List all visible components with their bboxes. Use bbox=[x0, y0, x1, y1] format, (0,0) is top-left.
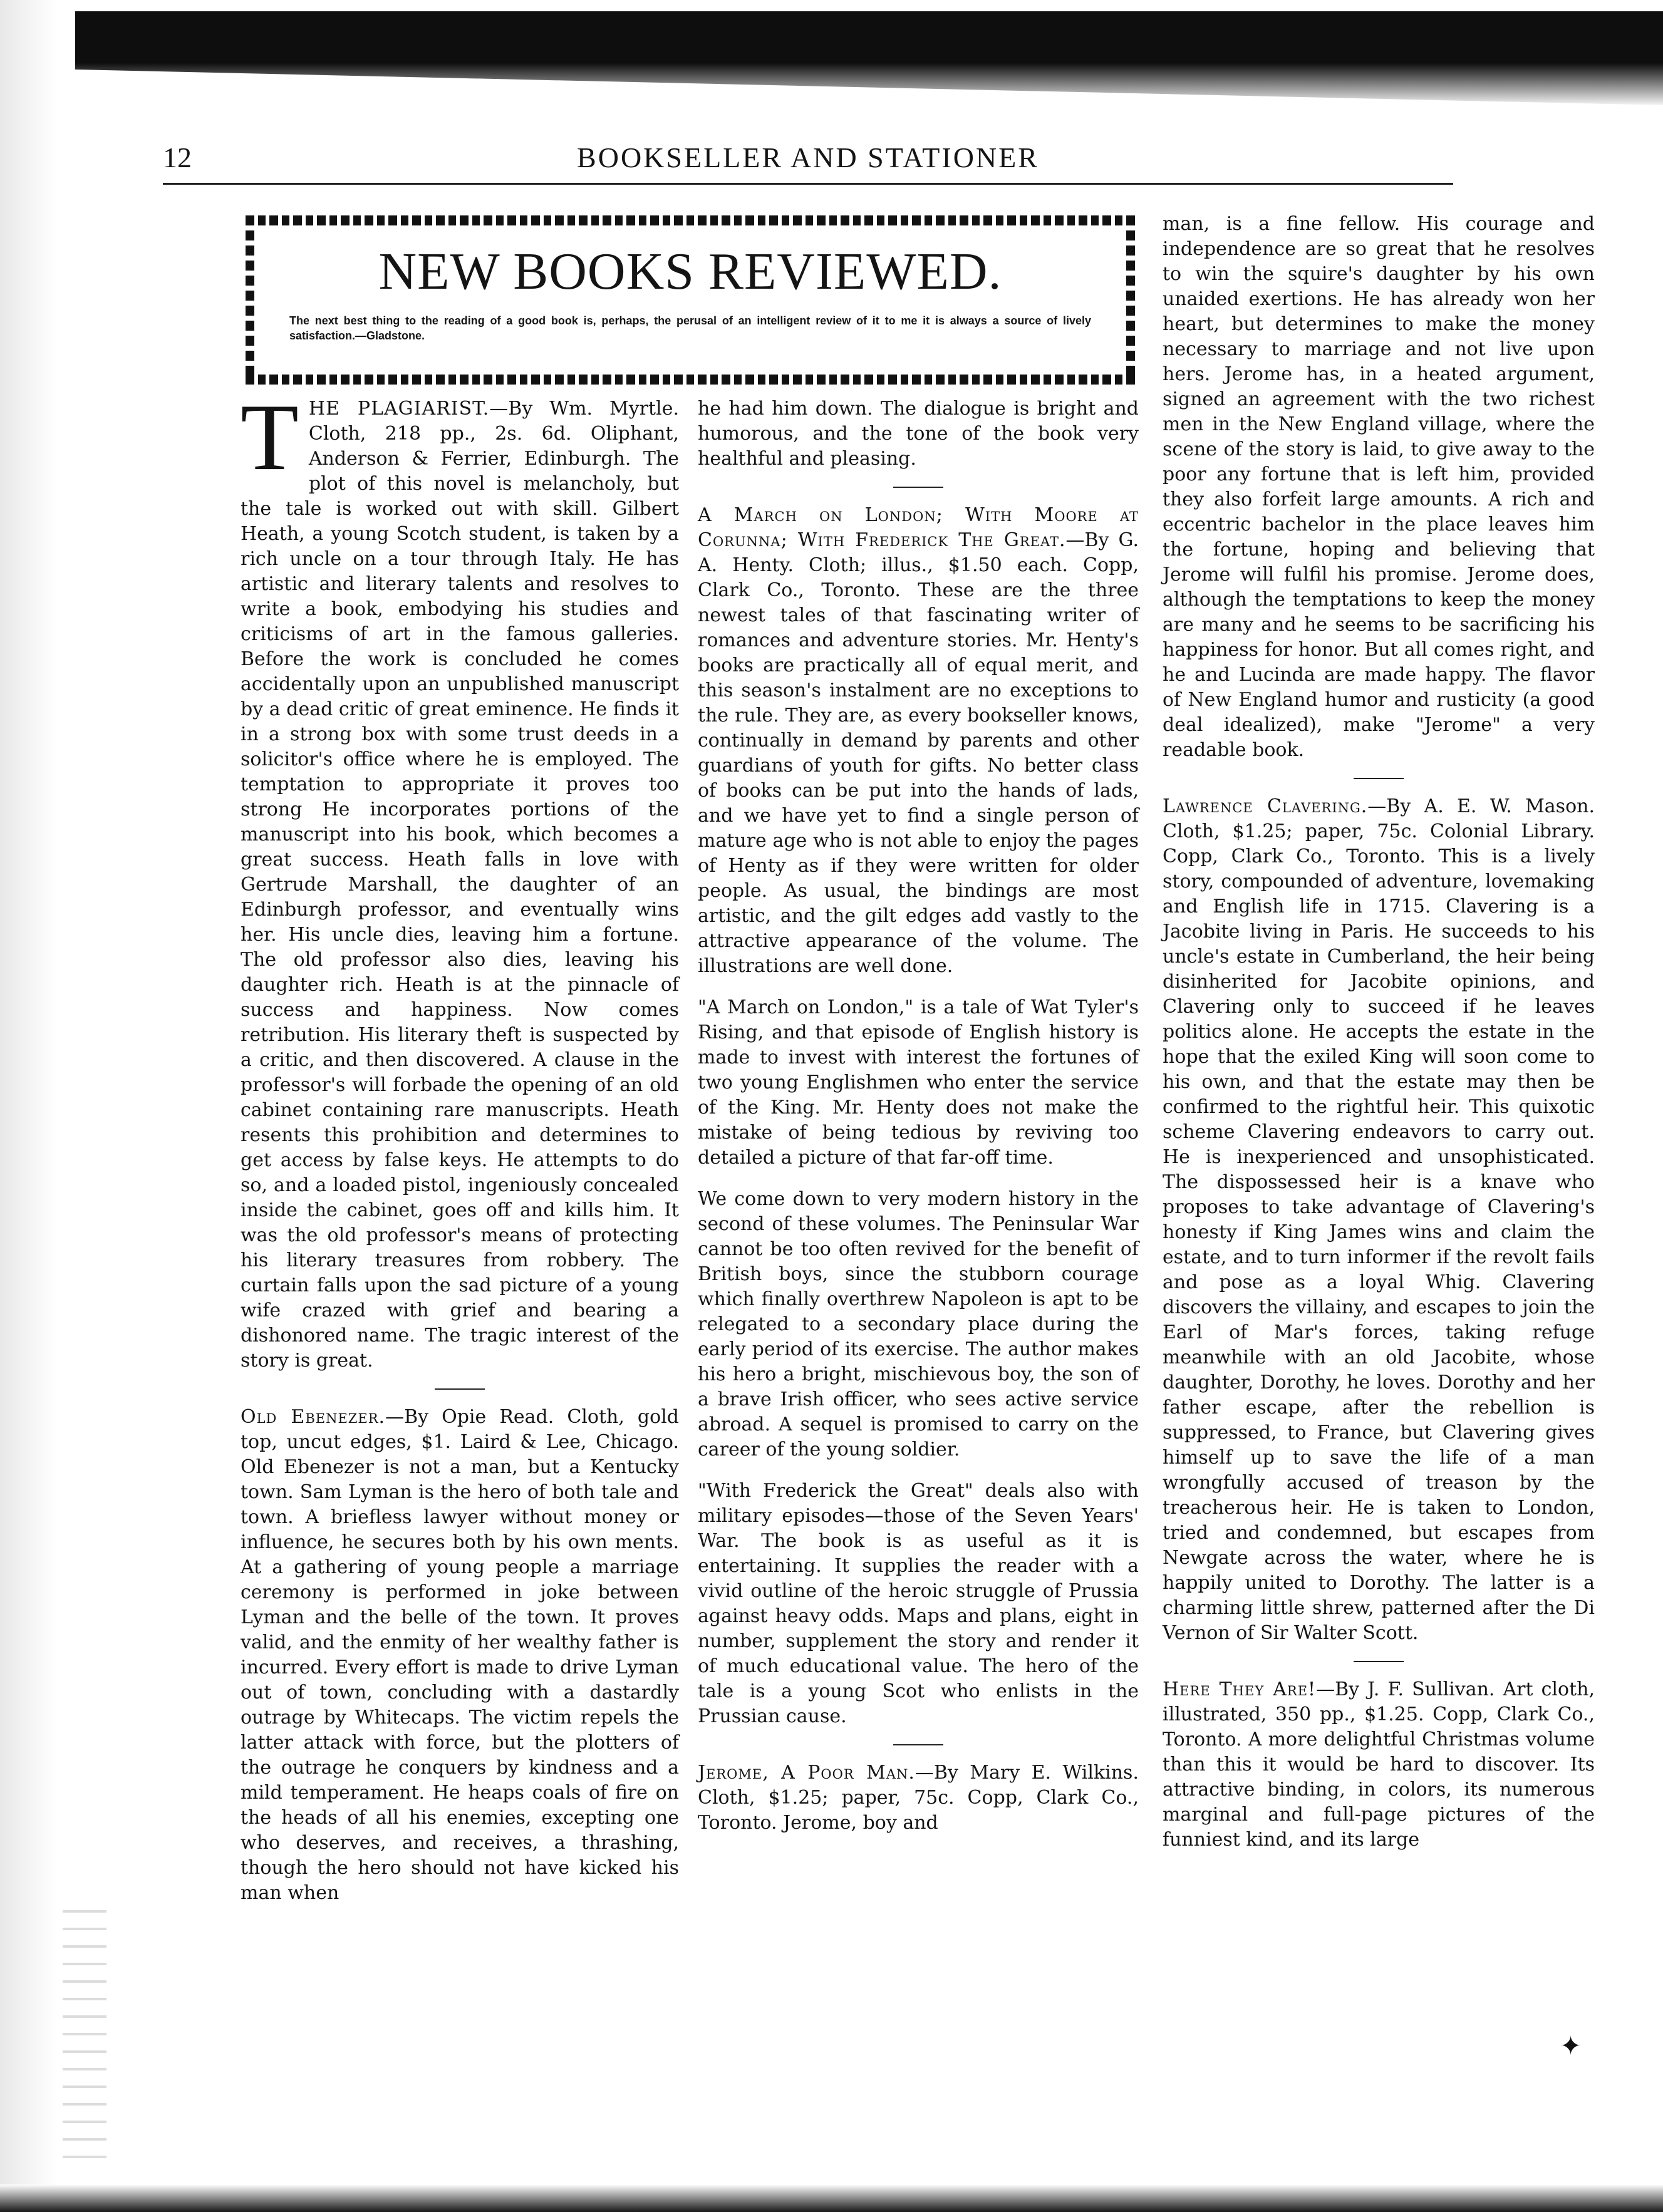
section-rule bbox=[1354, 778, 1404, 779]
banner-border-bottom bbox=[246, 375, 1135, 385]
review-body: The plot of this novel is melancholy, but the tale is worked out with skill. Gilbert Heath, a young Scotch student, is taken by a rich uncle on a tour through Italy. He has artistic and literary talents and resolves to write a book, embodying his studies and criticisms of art in the famous galleries. Before the work is concluded he comes accidentally upon an unpublished manuscript by a dead critic of great eminence. He finds it in a strong box with some trust deeds in a solicitor's office where he is employed. The temptation to appropriate it proves too strong He incorporates portions of the manuscript into his book, which becomes a great success. Heath falls in love with Gertrude Marshall, the daughter of an Edinburgh professor, and eventually wins her. His uncle dies, leaving him a fortune. The old professor also dies, leaving his daughter rich. Heath is at the pinnacle of success and happiness. Now comes retribution. His literary theft is suspected by a critic, and then discovered. A clause in the professor's will forbade the opening of an old cabinet containing rare manuscripts. Heath resents this prohibition and determines to get access by false keys. He attempts to do so, and a loaded pistol, ingeniously concealed inside the cabinet, goes off and kills him. It was the old professor's means of protecting his literary treasures from robbery. The curtain falls upon the sad picture of a young wife crazed with grief and bearing a dishonored name. The tragic interest of the story is great. bbox=[241, 448, 679, 1372]
column-right bbox=[1163, 212, 1595, 1853]
scan-margin-noise bbox=[63, 1910, 106, 2173]
journal-title: BOOKSELLER AND STATIONER bbox=[577, 142, 1039, 173]
column-left bbox=[241, 385, 679, 1906]
review-meta: —By Wm. Myrtle. Cloth, 218 pp., 2s. 6d. Oliphant, Anderson & Ferrier, Edinburgh. bbox=[308, 398, 679, 470]
review-meta: —By J. F. Sullivan. Art cloth, illustrated, 350 pp., $1.25. Copp, Clark Co., Toronto. bbox=[1163, 1678, 1595, 1750]
review-meta: —By G. A. Henty. Cloth; illus., $1.50 each. Copp, Clark Co., Toronto. bbox=[698, 529, 1139, 601]
review-body: A more delightful Christmas volume than this it would be hard to discover. Its attractive binding, in colors, its numerous marginal and full-page pictures of the funniest kind, and its large bbox=[1163, 1729, 1595, 1851]
review-old-ebenezer bbox=[241, 1405, 679, 1906]
review-paragraph: We come down to very modern history in the second of these volumes. The Peninsular War cannot be too often revived for the benefit of British boys, since the stubborn courage which finally overthrew Napoleon is apt to be relegated to a secondary place during the early period of its exercise. The author makes his hero a bright, mischievous boy, the son of a brave Irish officer, who sees active service abroad. A sequel is promised to carry on the career of the young soldier. bbox=[698, 1188, 1139, 1460]
review-henty bbox=[698, 503, 1139, 979]
review-title: Here They Are! bbox=[1163, 1678, 1317, 1700]
banner-title: NEW BOOKS REVIEWED. bbox=[378, 242, 1002, 301]
review-title: HE PLAGIARIST. bbox=[308, 398, 490, 420]
review-body: This is a lively story, compounded of adventure, lovemaking and English life in 1715. Clavering is a Jacobite living in Paris. He succeeds to his uncle's estate in Cumberland, the heir being disinherited for Jacobite opinions, and Clavering only to succeed if he leaves politics alone. He accepts the estate in the hope that the exiled King will soon come to his own, and that the estate may then be confirmed to the rightful heir. This quixotic scheme Clavering endeavors to carry out. He is inexperienced and unsophisticated. The dispossessed heir is a knave who proposes to take advantage of Clavering's honesty if King James wins and claim the estate, and to turn informer if the revolt fails and pose as a loyal Whig. Clavering discovers the villainy, and escapes to join the Earl of Mar's forces, taking refuge meanwhile with an old Jacobite, whose daughter, Dorothy, he loves. Dorothy and her father escape, after the rebellion is suppressed, to France, but Clavering gives himself up to save the life of a man wrongfully accused of treason by the treacherous heir. He is taken to London, tried and condemned, but escapes from Newgate across the water, where he is happily united to Dorothy. The latter is a charming little shrew, patterned after the Di Vernon of Sir Walter Scott. bbox=[1163, 845, 1595, 1644]
review-paragraph: "With Frederick the Great" deals also with military episodes—those of the Seven Years' War. The book is as useful as it is entertaining. It supplies the reader with a vivid outline of the heroic struggle of Prussia against heavy odds. Maps and plans, eight in number, supplement the story and render it of much educational value. The hero of the tale is a young Scot who enlists in the Prussian cause. bbox=[698, 1480, 1139, 1727]
section-rule bbox=[435, 1388, 485, 1390]
banner-border-top bbox=[246, 215, 1135, 225]
review-body: Jerome, boy and bbox=[783, 1812, 938, 1834]
review-meta: —By Mary E. Wilkins. Cloth, $1.25; paper, 75c. Copp, Clark Co., Toronto. bbox=[698, 1762, 1139, 1834]
review-continuation: he had him down. The dialogue is bright and humorous, and the tone of the book very healthful and pleasing. bbox=[698, 398, 1139, 470]
printer-ornament-icon: ✦ bbox=[1560, 2030, 1582, 2061]
review-meta: —By A. E. W. Mason. Cloth, $1.25; paper, 75c. Colonial Library. Copp, Clark Co., Toronto. bbox=[1163, 795, 1595, 867]
section-rule bbox=[893, 487, 943, 488]
review-title: A March on London; With Moore at Corunna; With Frederick The Great. bbox=[698, 504, 1139, 551]
review-title: Jerome, A Poor Man. bbox=[698, 1762, 915, 1784]
review-paragraph: "A March on London," is a tale of Wat Tyler's Rising, and that episode of English history is made to invest with interest the fortunes of two young Englishmen who enter the service of the King. Mr. Henty does not make the mistake of being tedious by reviving too detailed a picture of that far-off time. bbox=[698, 996, 1139, 1169]
scan-shadow-bottom bbox=[0, 2184, 1663, 2212]
banner-border-left bbox=[246, 215, 254, 385]
scan-shadow-top bbox=[75, 11, 1663, 105]
review-jerome bbox=[698, 1760, 1139, 1836]
section-banner bbox=[246, 215, 1135, 385]
scan-shadow-left bbox=[0, 0, 56, 2212]
section-rule bbox=[893, 1744, 943, 1745]
review-meta: —By Opie Read. Cloth, gold top, uncut edges, $1. Laird & Lee, Chicago. bbox=[241, 1406, 679, 1453]
review-title: Lawrence Clavering. bbox=[1163, 795, 1368, 817]
review-continuation: man, is a fine fellow. His courage and independence are so great that he resolves to win the squire's daughter by his own unaided exertions. He has already won her heart, but determines to make the money necessary to marriage and not live upon hers. Jerome has, in a heated argument, signed an agreement with the two richest men in the New England village, where the scene of the story is laid, to give away to the poor any fortune that is left him, provided they also forfeit large amounts. A rich and eccentric bachelor in the place leaves him the fortune, hoping and believing that Jerome will fulfil his promise. Jerome does, although the temptations to keep the money are many and he seems to be sacrificing his happiness for honor. But all comes right, and he and Lucinda are made happy. The flavor of New England humor and rusticity (a good deal idealized), make "Jerome" a very readable book. bbox=[1163, 213, 1595, 761]
page-number: 12 bbox=[163, 142, 192, 173]
review-body: These are the three newest tales of that fascinating writer of romances and adventure stories. Mr. Henty's books are practically all of equal merit, and this season's instalment are no exceptions to the rule. They are, as every bookseller knows, continually in demand by parents and other guardians of youth for gifts. No better class of books can be put into the hands of lads, and we have yet to find a single person of mature age who is not able to enjoy the pages of Henty as if they were written for older people. As usual, the bindings are most artistic, and the gilt edges add vastly to the attractive appearance of the volume. The illustrations are well done. bbox=[698, 579, 1139, 977]
review-here-they-are bbox=[1163, 1677, 1595, 1853]
review-plagiarist bbox=[241, 385, 679, 1373]
column-middle bbox=[698, 396, 1139, 1836]
banner-epigraph: The next best thing to the reading of a good book is, perhaps, the perusal of an intelligent review of it to me it is always a source of lively satisfaction.—Gladstone. bbox=[289, 314, 1091, 342]
review-title: Old Ebenezer. bbox=[241, 1406, 386, 1428]
review-body: Old Ebenezer is not a man, but a Kentucky town. Sam Lyman is the hero of both tale and town. A briefless lawyer without money or influence, he secures both by his own ments. At a gathering of young people a marriage ceremony is performed in joke between Lyman and the belle of the town. It proves valid, and the enmity of her wealthy father is incurred. Every effort is made to drive Lyman out of town, concluding with a dastardly outrage by Whitecaps. The victim repels the latter attack with force, but the plotters of the outrage he conquers by kindness and a mild temperament. He heaps coals of fire on the heads of all his enemies, excepting one who deserves, and receives, a thrashing, though the hero should not have kicked his man when bbox=[241, 1456, 679, 1904]
running-head bbox=[163, 139, 1453, 185]
banner-border-right bbox=[1126, 215, 1135, 385]
drop-cap: T bbox=[241, 385, 299, 490]
review-lawrence-clavering bbox=[1163, 794, 1595, 1646]
section-rule bbox=[1354, 1661, 1404, 1662]
